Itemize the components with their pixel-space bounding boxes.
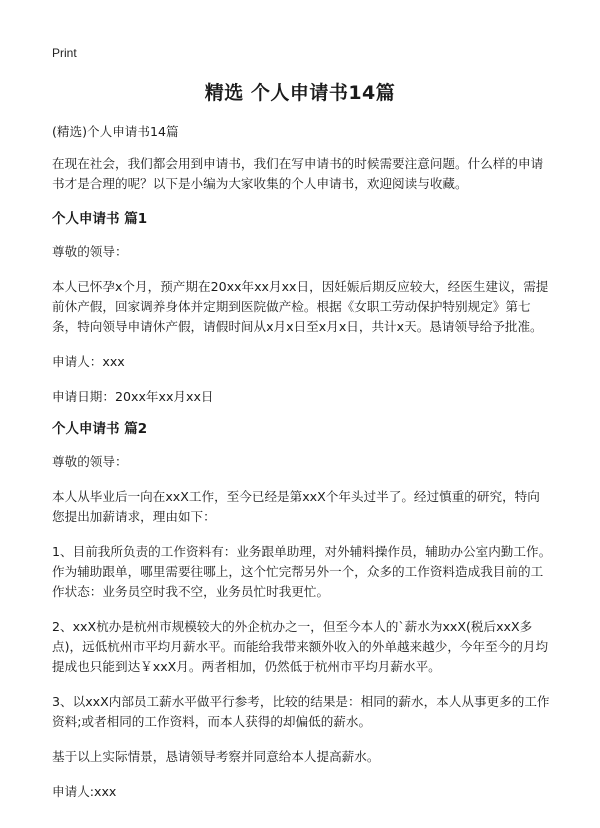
section-heading-1: 个人申请书 篇1 [52, 211, 148, 227]
date-1: 申请日期：20xx年xx月xx日 [52, 389, 214, 404]
document-body [52, 122, 552, 817]
document-title: 精选 个人申请书14篇 [204, 82, 396, 104]
print-label: Print [52, 46, 77, 60]
greeting-1: 尊敬的领导： [52, 244, 128, 259]
point-3: 3、以xxX内部员工薪水平做平行参考，比较的结果是：相同的薪水，本人从事更多的工作资料;或者相同的工作资料，而本人获得的却偏低的薪水。 [52, 694, 550, 729]
body-paragraph-2: 本人从毕业后一向在xxX工作，至今已经是第xxX个年头过半了。经过慎重的研究，特向您提出加薪请求，理由如下： [52, 489, 540, 524]
document-subtitle: (精选)个人申请书14篇 [52, 124, 179, 139]
conclusion-paragraph: 基于以上实际情景，恳请领导考察并同意给本人提高薪水。 [52, 749, 380, 764]
intro-paragraph: 在现在社会，我们都会用到申请书，我们在写申请书的时候需要注意问题。什么样的申请书才是合理的呢？以下是小编为大家收集的个人申请书，欢迎阅读与收藏。 [52, 156, 544, 191]
point-2: 2、xxX杭办是杭州市规模较大的外企杭办之一，但至今本人的`薪水为xxX(税后xxX多点)，远低杭州市平均月薪水平。而能给我带来额外收入的外单越来越少，今年至今的月均提成也只能到达￥xxX月。两者相加，仍然低于杭州市平均月薪水平。 [52, 619, 549, 674]
applicant-2: 申请人:xxx [52, 784, 117, 799]
greeting-2: 尊敬的领导： [52, 454, 128, 469]
applicant-1: 申请人：xxx [52, 354, 125, 369]
section-heading-2: 个人申请书 篇2 [52, 421, 148, 437]
point-1: 1、目前我所负责的工作资料有：业务跟单助理，对外辅料操作员，辅助办公室内勤工作。作为辅助跟单，哪里需要往哪上，这个忙完帮另外一个，众多的工作资料造成我目前的工作状态：业务员空时我不空，业务员忙时我更忙。 [52, 544, 552, 599]
body-paragraph-1: 本人已怀孕x个月，预产期在20xx年xx月xx日，因妊娠后期反应较大，经医生建议，需提前休产假，回家调养身体并定期到医院做产检。根据《女职工劳动保护特别规定》第七条，特向领导申请休产假，请假时间从x月x日至x月x日，共计x天。恳请领导给予批准。 [52, 279, 549, 334]
